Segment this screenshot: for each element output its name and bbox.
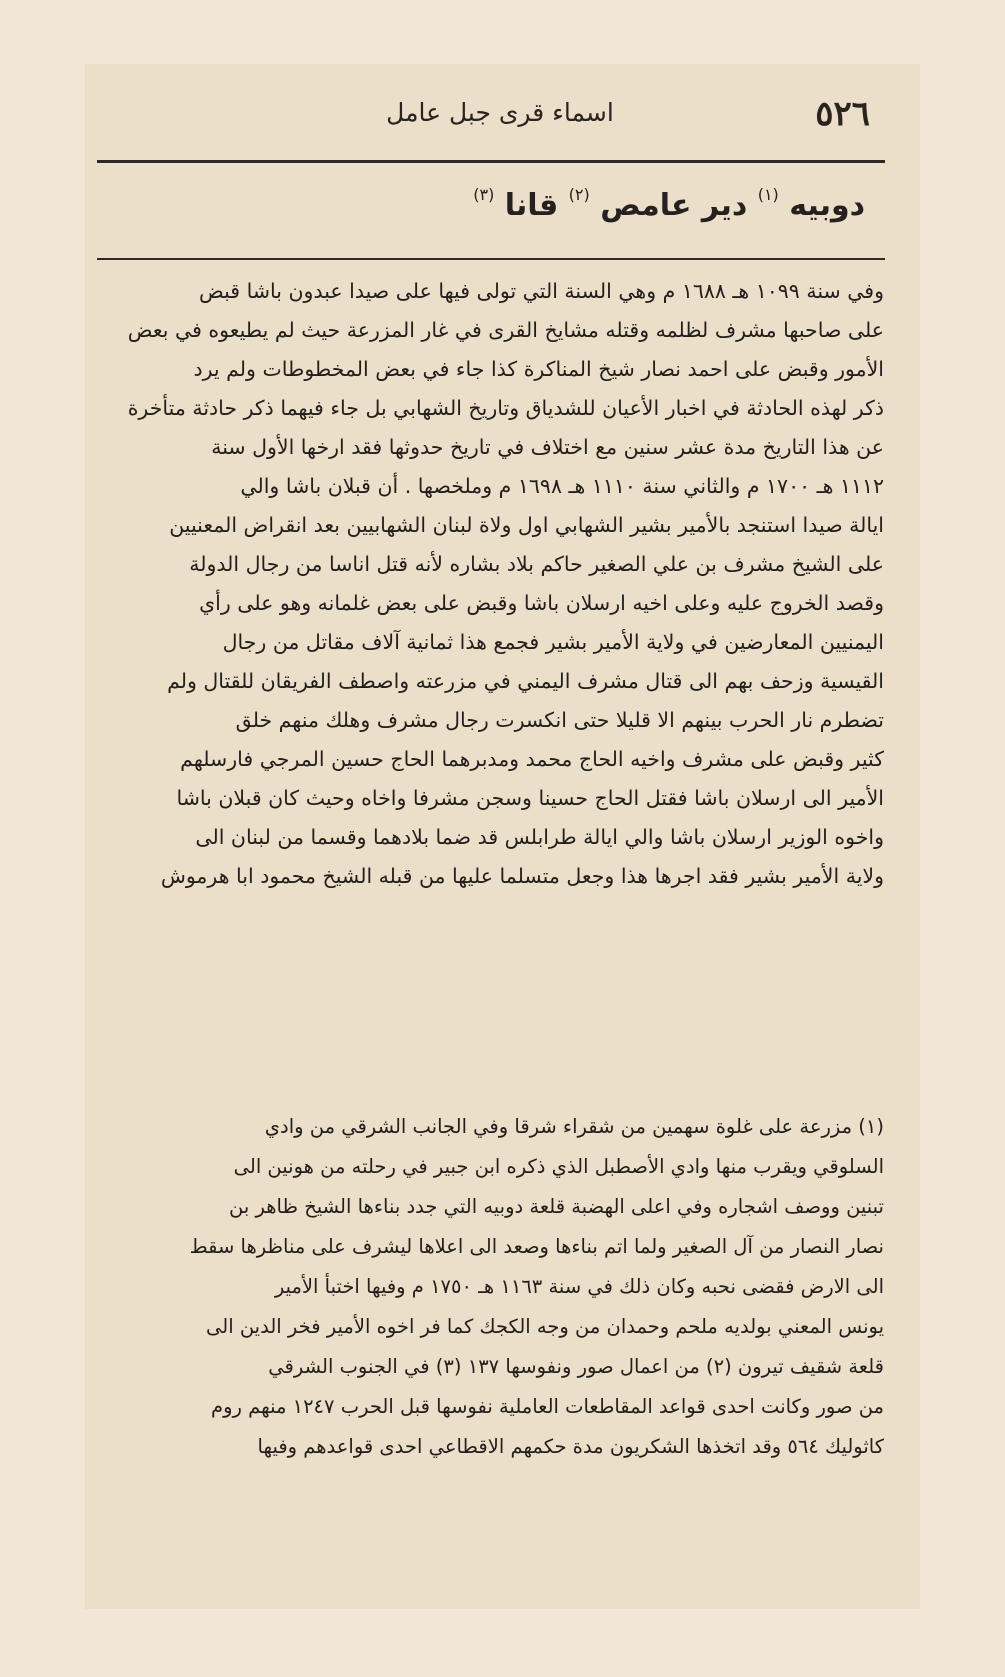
footnotes — [98, 1107, 884, 1467]
footnote-line: من صور وكانت احدى قواعد المقاطعات العاملية نفوسها قبل الحرب ١٢٤٧ منهم روم — [211, 1395, 884, 1418]
heading-village-deir-amis: دير عامص — [600, 188, 748, 223]
body-text — [98, 272, 884, 896]
body-line: على صاحبها مشرف لظلمه وقتله مشايخ القرى في غار المزرعة حيث لم يطيعوه في بعض — [127, 318, 884, 342]
body-line: ١١١٢ هـ ١٧٠٠ م والثاني سنة ١١١٠ هـ ١٦٩٨ م وملخصها . أن قبلان باشا والي — [240, 474, 884, 498]
body-line: تضطرم نار الحرب بينهم الا قليلا حتى انكسرت رجال مشرف وهلك منهم خلق — [235, 708, 884, 732]
footnote-line: (١) مزرعة على غلوة سهمين من شقراء شرقا وفي الجانب الشرقي من وادي — [264, 1115, 884, 1138]
section-heading — [95, 185, 865, 223]
footnote-line: السلوقي ويقرب منها وادي الأصطبل الذي ذكره ابن جبير في رحلته من هونين الى — [233, 1155, 884, 1178]
footnote-line: نصار النصار من آل الصغير ولما اتم بناءها وصعد الى اعلاها ليشرف على مناظرها سقط — [189, 1235, 884, 1258]
heading-note-ref-2: (٢) — [568, 185, 590, 204]
body-line: وقصد الخروج عليه وعلى اخيه ارسلان باشا وقبض على بعض غلمانه وهو على رأي — [199, 591, 884, 615]
heading-rule — [97, 258, 885, 260]
body-line: واخوه الوزير ارسلان باشا والي ايالة طرابلس قد ضما بلادهما وقسما من لبنان الى — [195, 825, 884, 849]
heading-note-ref-3: (٣) — [473, 185, 495, 204]
body-line: الأمور وقبض على احمد نصار شيخ المناكرة كذا جاء في بعض المخطوطات ولم يرد — [193, 357, 884, 381]
body-line: ذكر لهذه الحادثة في اخبار الأعيان للشدياق وتاريخ الشهابي بل جاء فيهما ذكر حادثة متأخرة — [127, 396, 884, 420]
heading-village-qana: قانا — [504, 188, 559, 223]
footnote-line: قلعة شقيف تيرون (٢) من اعمال صور ونفوسها ١٣٧ (٣) في الجنوب الشرقي — [268, 1355, 884, 1378]
body-line: كثير وقبض على مشرف واخيه الحاج محمد ومدبرهما الحاج حسين المرجي فارسلهم — [180, 747, 884, 771]
body-line: اليمنيين المعارضين في ولاية الأمير بشير فجمع هذا ثمانية آلاف مقاتل من رجال — [222, 630, 884, 654]
body-line: القيسية وزحف بهم الى قتال مشرف اليمني في مزرعته واصطف الفريقان للقتال ولم — [167, 669, 884, 693]
body-line: الأمير الى ارسلان باشا فقتل الحاج حسينا وسجن مشرفا واخاه وحيث كان قبلان باشا — [176, 786, 884, 810]
running-head — [95, 88, 905, 148]
page-number: ٥٢٦ — [815, 94, 870, 134]
footnote-line: تبنين ووصف اشجاره وفي اعلى الهضبة قلعة دوبيه التي جدد بناءها الشيخ ظاهر بن — [229, 1195, 884, 1218]
header-rule — [97, 160, 885, 163]
body-line: عن هذا التاريخ مدة عشر سنين مع اختلاف في تاريخ حدوثها فقد ارخها الأول سنة — [211, 435, 884, 459]
body-line: وفي سنة ١٠٩٩ هـ ١٦٨٨ م وهي السنة التي تولى فيها على صيدا عبدون باشا قبض — [198, 279, 884, 303]
heading-village-dubiyeh: دوبيه — [789, 188, 865, 223]
body-line: ولاية الأمير بشير فقد اجرها هذا وجعل متسلما عليها من قبله الشيخ محمود ابا هرموش — [160, 864, 884, 888]
body-line: على الشيخ مشرف بن علي الصغير حاكم بلاد بشاره لأنه قتل اناسا من رجال الدولة — [189, 552, 884, 576]
heading-note-ref-1: (١) — [757, 185, 779, 204]
body-line: ايالة صيدا استنجد بالأمير بشير الشهابي اول ولاة لبنان الشهابيين بعد انقراض المعنيين — [169, 513, 884, 537]
footnote-line: الى الارض فقضى نحبه وكان ذلك في سنة ١١٦٣ هـ ١٧٥٠ م وفيها اختبأ الأمير — [274, 1275, 884, 1298]
footnote-line: كاثوليك ٥٦٤ وقد اتخذها الشكريون مدة حكمهم الاقطاعي احدى قواعدهم وفيها — [257, 1435, 884, 1458]
footnote-line: يونس المعني بولديه ملحم وحمدان من وجه الكجك كما فر اخوه الأمير فخر الدين الى — [206, 1315, 884, 1338]
running-title: اسماء قرى جبل عامل — [386, 98, 614, 127]
